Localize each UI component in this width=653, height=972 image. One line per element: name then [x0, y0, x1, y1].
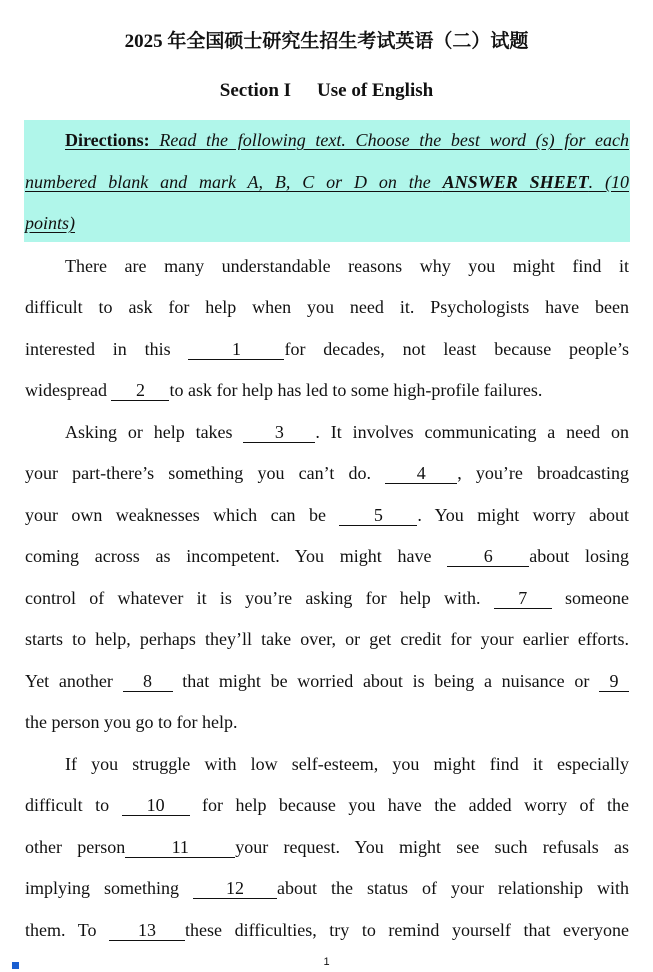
passage-text: , you’re broadcasting: [457, 463, 629, 483]
blank-13: 13: [109, 920, 185, 941]
passage-line: [25, 874, 629, 902]
passage-text: for help because you have the added worry of the: [189, 795, 629, 815]
blank-1: 1: [188, 339, 284, 360]
passage-text: If you struggle with low self-esteem, you might find it especially: [65, 754, 629, 774]
directions-text-3: points): [25, 213, 76, 233]
blank-3: 3: [243, 422, 315, 443]
passage-line: [25, 708, 629, 736]
passage-line: [25, 833, 629, 861]
blank-2: 2: [111, 380, 169, 401]
passage-text: Asking or help takes: [65, 422, 244, 442]
directions-text-1: Read the following text. Choose the best word (s) for each: [149, 130, 629, 150]
passage-text: interested in this: [25, 339, 189, 359]
directions-label: Directions:: [65, 130, 150, 150]
passage-text: for decades, not least because people’s: [284, 339, 629, 359]
blank-4: 4: [385, 463, 457, 484]
passage-text: your request. You might see such refusals as: [235, 837, 629, 857]
exam-title: 2025 年全国硕士研究生招生考试英语（二）试题: [124, 31, 529, 52]
passage-text: . You might worry about: [417, 505, 629, 525]
passage-line: [25, 542, 629, 570]
passage-text: about the status of your relationship with: [277, 878, 629, 898]
passage-line: [65, 750, 629, 778]
passage-text: these difficulties, try to remind yourself that everyone: [185, 920, 629, 940]
passage-line: [25, 501, 629, 529]
passage-text: coming across as incompetent. You might have: [25, 546, 448, 566]
passage-line: [65, 418, 629, 446]
passage-text: your part-there’s something you can’t do.: [25, 463, 386, 483]
passage-text: . It involves communicating a need on: [315, 422, 629, 442]
passage-line: [25, 376, 629, 404]
passage-line: [25, 625, 629, 653]
passage-line: [25, 584, 629, 612]
passage-text: difficult to ask for help when you need it. Psychologists have been: [25, 297, 629, 317]
passage-line: [25, 667, 629, 695]
passage-text: about losing: [529, 546, 630, 566]
passage-text: to ask for help has led to some high-profile failures.: [169, 380, 543, 400]
passage-text: your own weaknesses which can be: [25, 505, 340, 525]
blank-5: 5: [339, 505, 417, 526]
passage-text: someone: [551, 588, 630, 608]
passage-line: [25, 459, 629, 487]
passage-text: implying something: [25, 878, 194, 898]
section-number: Section I: [219, 80, 292, 101]
passage-line: [25, 916, 629, 944]
page-number: 1: [323, 956, 330, 968]
passage-text: widespread: [25, 380, 112, 400]
passage-line: [25, 293, 629, 321]
blank-10: 10: [122, 795, 190, 816]
blank-9: 9: [599, 671, 629, 692]
passage-line: [65, 252, 629, 280]
passage-text: starts to help, perhaps they’ll take over, or get credit for your earlier efforts.: [25, 629, 629, 649]
blank-12: 12: [193, 878, 277, 899]
passage-text: difficult to: [25, 795, 122, 815]
passage-text: the person you go to for help.: [25, 712, 238, 732]
passage-text: control of whatever it is you’re asking for help with.: [25, 588, 494, 608]
blank-7: 7: [494, 588, 552, 609]
passage-text: them. To: [25, 920, 110, 940]
passage-text: There are many understandable reasons why you might find it: [65, 256, 629, 276]
blank-11: 11: [125, 837, 235, 858]
section-name: Use of English: [317, 80, 434, 101]
passage-text: that might be worried about is being a nuisance or: [172, 671, 600, 691]
directions-line-2: [25, 168, 629, 196]
section-heading: [0, 78, 653, 104]
answer-sheet-text: ANSWER SHEET: [442, 172, 589, 192]
blank-8: 8: [123, 671, 173, 692]
passage-text: other person: [25, 837, 126, 857]
directions-line-3: [25, 209, 629, 237]
directions-text-2a: numbered blank and mark A, B, C or D on the: [25, 172, 443, 192]
passage-text: Yet another: [25, 671, 123, 691]
passage-line: [25, 791, 629, 819]
directions-line-1: [65, 126, 629, 154]
directions-text-2c: . (10: [588, 172, 629, 192]
passage-line: [25, 335, 629, 363]
blank-6: 6: [447, 546, 529, 567]
